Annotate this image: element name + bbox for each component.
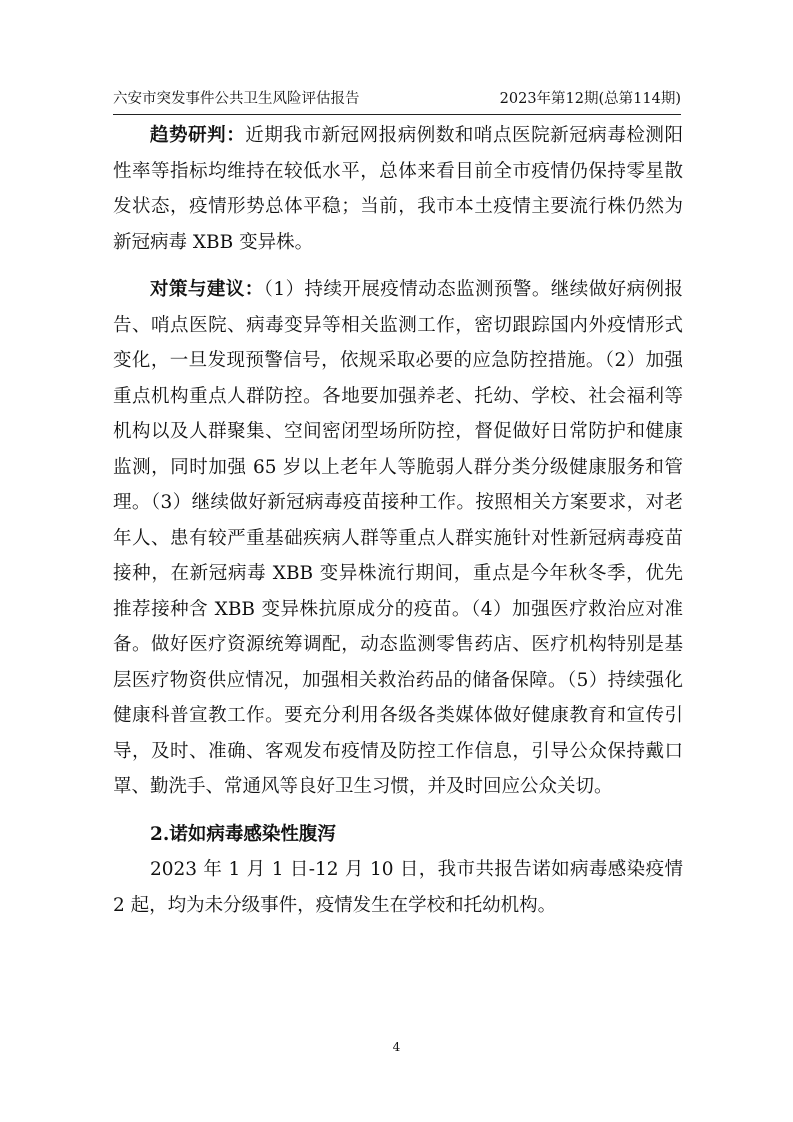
trend-analysis-paragraph bbox=[113, 118, 683, 260]
page-number: 4 bbox=[392, 1040, 401, 1054]
recommendations-text: （1）持续开展疫情动态监测预警。继续做好病例报告、哨点医院、病毒变异等相关监测工作，密切跟踪国内外疫情形式变化，一旦发现预警信号，依规采取必要的应急防控措施。（2）加强重点机构重点人群防控。各地要加强养老、托幼、学校、社会福利等机构以及人群聚集、空间密闭型场所防控，督促做好日常防护和健康监测，同时加强 65 岁以上老年人等脆弱人群分类分级健康服务和管理。（3）继续做好新冠病毒疫苗接种工作。按照相关方案要求，对老年人、患有较严重基础疾病人群等重点人群实施针对性新冠病毒疫苗接种，在新冠病毒 XBB 变异株流行期间，重点是今年秋冬季，优先推荐接种含 XBB 变异株抗原成分的疫苗。（4）加强医疗救治应对准备。做好医疗资源统筹调配，动态监测零售药店、医疗机构特别是基层医疗物资供应情况，加强相关救治药品的储备保障。（5）持续强化健康科普宣教工作。要充分利用各级各类媒体做好健康教育和宣传引导，及时、准确、客观发布疫情及防控工作信息，引导公众保持戴口罩、勤洗手、常通风等良好卫生习惯，并及时回应公众关切。 bbox=[113, 279, 683, 797]
section-heading: 2.诺如病毒感染性腹泻 bbox=[150, 823, 336, 845]
section-paragraph: 2023 年 1 月 1 日-12 月 10 日，我市共报告诺如病毒感染疫情 2 起，均为未分级事件，疫情发生在学校和托幼机构。 bbox=[113, 859, 683, 916]
report-series-title: 六安市突发事件公共卫生风险评估报告 bbox=[113, 91, 360, 107]
issue-number: 2023年第12期(总第114期) bbox=[499, 91, 681, 107]
recommendations-lead: 对策与建议： bbox=[150, 279, 264, 300]
trend-analysis-lead: 趋势研判： bbox=[150, 125, 246, 146]
trend-analysis-text: 近期我市新冠网报病例数和哨点医院新冠病毒检测阳性率等指标均维持在较低水平，总体来看目前全市疫情仍保持零星散发状态，疫情形势总体平稳；当前，我市本土疫情主要流行株仍然为新冠病毒 XBB 变异株。 bbox=[113, 125, 683, 253]
header-rule bbox=[113, 114, 681, 115]
running-header bbox=[113, 88, 681, 110]
page-body bbox=[113, 118, 683, 923]
recommendations-paragraph bbox=[113, 272, 683, 805]
